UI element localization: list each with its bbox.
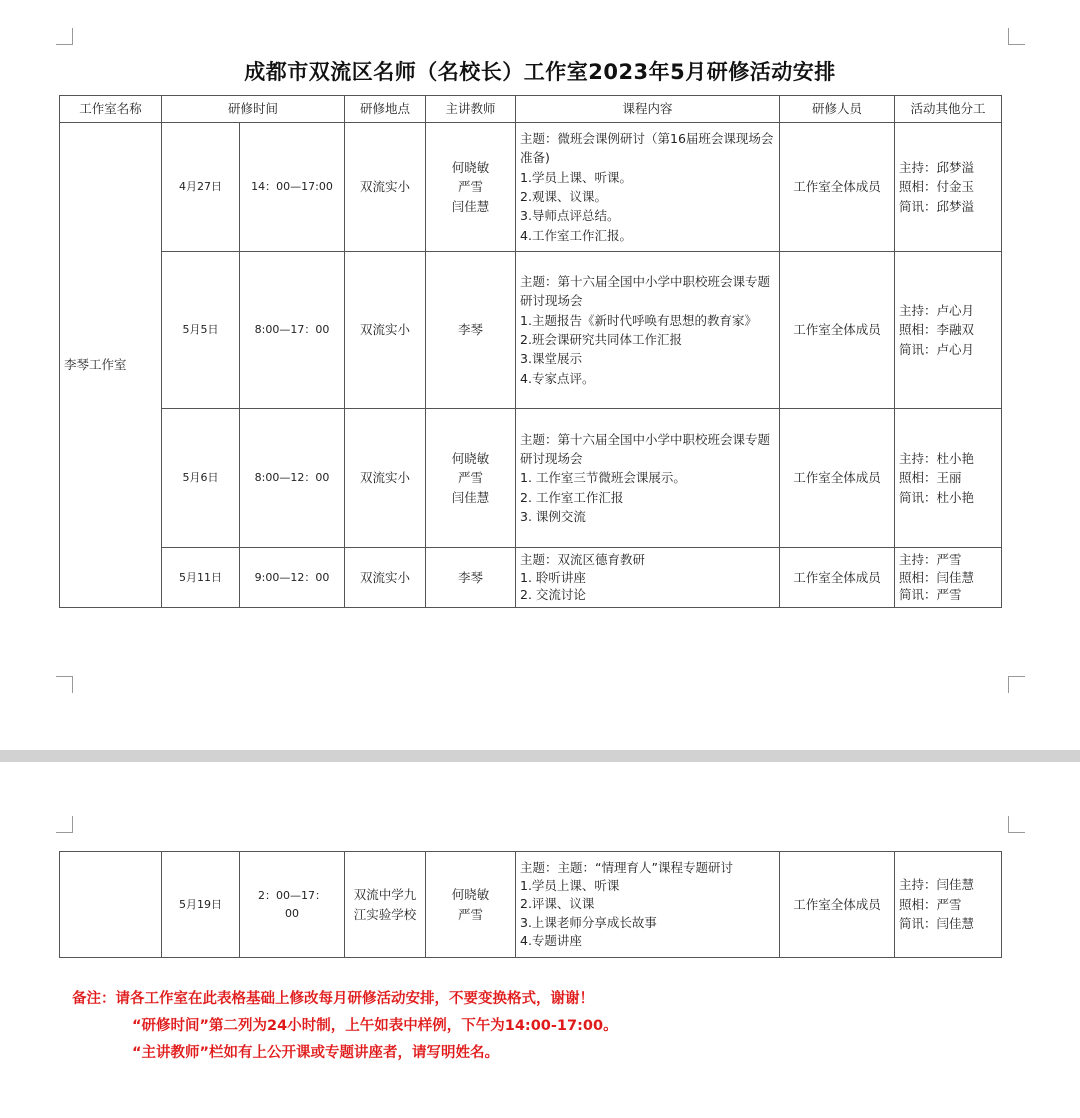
header-cell: 主讲教师 xyxy=(426,96,516,123)
crop-mark xyxy=(56,676,73,693)
content-line: 2.观课、议课。 xyxy=(520,189,607,204)
content-line: 1.学员上课、听课 xyxy=(520,878,620,894)
members-cell: 工作室全体成员 xyxy=(780,852,895,958)
role-line: 主持：邱梦溢 xyxy=(899,159,975,175)
role-line: 照相：严雪 xyxy=(899,896,962,912)
content-line: 1. 工作室三节微班会课展示。 xyxy=(520,470,686,486)
page-title: 成都市双流区名师（名校长）工作室2023年5月研修活动安排 xyxy=(244,60,836,84)
crop-mark xyxy=(56,816,73,833)
content-cell xyxy=(516,409,780,548)
content-line: 主题：微班会课例研讨（第16届班会课现场会准备) xyxy=(520,130,774,166)
time-cell xyxy=(240,852,345,958)
content-line: 4.专题讲座 xyxy=(520,932,582,948)
place-cell: 双流实小 xyxy=(345,252,426,409)
date-cell: 5月5日 xyxy=(162,252,240,409)
role-line: 简讯：邱梦溢 xyxy=(899,198,975,214)
time-cell: 9:00—12：00 xyxy=(240,548,345,608)
teacher-name: 严雪 xyxy=(458,470,484,486)
table-row xyxy=(60,548,1002,608)
page-separator xyxy=(0,750,1080,762)
role-line: 主持：闫佳慧 xyxy=(899,877,975,893)
teacher-name: 何晓敏 xyxy=(451,159,490,175)
header-cell: 研修人员 xyxy=(780,96,895,123)
roles-cell xyxy=(895,123,1002,252)
teacher-cell xyxy=(426,852,516,958)
place-cell: 双流中学九江实验学校 xyxy=(345,852,426,958)
content-line: 3. 课例交流 xyxy=(520,509,586,525)
studio-name-cell xyxy=(60,852,162,958)
content-line: 4.专家点评。 xyxy=(520,370,595,386)
teacher-cell xyxy=(426,409,516,548)
crop-mark xyxy=(1008,816,1025,833)
table-row xyxy=(60,409,1002,548)
content-line: 2.班会课研究共同体工作汇报 xyxy=(520,332,682,347)
content-line: 主题：主题：“情理育人”课程专题研讨 xyxy=(520,860,733,876)
members-cell: 工作室全体成员 xyxy=(780,548,895,608)
role-line: 主持：卢心月 xyxy=(899,302,975,318)
date-cell: 5月11日 xyxy=(162,548,240,608)
date-cell: 5月19日 xyxy=(162,852,240,958)
table-row xyxy=(60,123,1002,252)
teacher-name: 何晓敏 xyxy=(451,450,490,466)
role-line: 照相：闫佳慧 xyxy=(899,569,975,585)
schedule-table-continued xyxy=(59,851,1002,958)
header-cell: 研修地点 xyxy=(345,96,426,123)
table-row xyxy=(60,852,1002,958)
header-cell: 活动其他分工 xyxy=(895,96,1002,123)
time-cell: 8:00—17：00 xyxy=(240,252,345,409)
content-line: 3.课堂展示 xyxy=(520,351,582,367)
crop-mark xyxy=(1008,676,1025,693)
role-line: 简讯：严雪 xyxy=(899,587,962,603)
table-row xyxy=(60,252,1002,409)
roles-cell xyxy=(895,548,1002,608)
remarks-block xyxy=(72,986,618,1067)
teacher-name: 闫佳慧 xyxy=(451,198,490,214)
teacher-name: 严雪 xyxy=(457,906,483,922)
crop-mark xyxy=(56,28,73,45)
teacher-cell xyxy=(426,123,516,252)
content-line: 2. 交流讨论 xyxy=(520,587,586,603)
content-cell xyxy=(516,252,780,409)
teacher-name: 严雪 xyxy=(458,179,484,195)
teacher-name: 闫佳慧 xyxy=(451,489,490,505)
time-line: 2：00—17： xyxy=(258,889,326,903)
role-line: 简讯：闫佳慧 xyxy=(899,916,975,932)
content-cell xyxy=(516,852,780,958)
roles-cell xyxy=(895,852,1002,958)
teacher-name: 何晓敏 xyxy=(451,887,490,903)
content-line: 主题：双流区德育教研 xyxy=(520,552,646,568)
time-line: 00 xyxy=(285,906,299,920)
crop-mark xyxy=(1008,28,1025,45)
teacher-cell xyxy=(426,252,516,409)
members-cell: 工作室全体成员 xyxy=(780,409,895,548)
content-line: 1.学员上课、听课。 xyxy=(520,169,632,185)
role-line: 简讯：杜小艳 xyxy=(899,489,975,505)
time-cell: 8:00—12：00 xyxy=(240,409,345,548)
content-line: 2. 工作室工作汇报 xyxy=(520,489,624,505)
teacher-cell xyxy=(426,548,516,608)
content-line: 2.评课、议课 xyxy=(520,896,595,912)
content-line: 1. 聆听讲座 xyxy=(520,569,586,585)
schedule-table xyxy=(59,95,1002,608)
content-line: 1.主题报告《新时代呼唤有思想的教育家》 xyxy=(520,312,757,328)
place-cell: 双流实小 xyxy=(345,123,426,252)
studio-name-cell: 李琴工作室 xyxy=(60,123,162,608)
members-cell: 工作室全体成员 xyxy=(780,123,895,252)
roles-cell xyxy=(895,252,1002,409)
roles-cell xyxy=(895,409,1002,548)
members-cell: 工作室全体成员 xyxy=(780,252,895,409)
header-cell: 工作室名称 xyxy=(60,96,162,123)
role-line: 简讯：卢心月 xyxy=(899,341,975,357)
place-cell: 双流实小 xyxy=(345,548,426,608)
content-line: 3.导师点评总结。 xyxy=(520,208,620,224)
content-cell xyxy=(516,123,780,252)
role-line: 主持：严雪 xyxy=(899,552,962,568)
remark-line: 备注：请各工作室在此表格基础上修改每月研修活动安排，不要变换格式，谢谢！ xyxy=(72,991,594,1007)
date-cell: 4月27日 xyxy=(162,123,240,252)
header-cell: 研修时间 xyxy=(162,96,345,123)
table-header-row xyxy=(60,96,1002,123)
content-line: 3.上课老师分享成长故事 xyxy=(520,914,657,930)
content-cell xyxy=(516,548,780,608)
role-line: 照相：付金玉 xyxy=(899,179,975,195)
remark-line: “主讲教师”栏如有上公开课或专题讲座者，请写明姓名。 xyxy=(132,1045,500,1061)
header-cell: 课程内容 xyxy=(516,96,780,123)
role-line: 照相：李融双 xyxy=(899,322,975,338)
date-cell: 5月6日 xyxy=(162,409,240,548)
remark-line: “研修时间”第二列为24小时制，上午如表中样例，下午为14:00-17:00。 xyxy=(132,1018,618,1034)
place-cell: 双流实小 xyxy=(345,409,426,548)
role-line: 主持：杜小艳 xyxy=(899,450,975,466)
teacher-name: 李琴 xyxy=(458,322,484,338)
teacher-name: 李琴 xyxy=(458,569,484,585)
content-line: 主题：第十六届全国中小学中职校班会课专题研讨现场会 xyxy=(520,431,771,466)
role-line: 照相：王丽 xyxy=(899,470,962,486)
time-cell: 14：00—17:00 xyxy=(240,123,345,252)
content-line: 主题：第十六届全国中小学中职校班会课专题研讨现场会 xyxy=(520,273,771,309)
content-line: 4.工作室工作汇报。 xyxy=(520,227,632,243)
